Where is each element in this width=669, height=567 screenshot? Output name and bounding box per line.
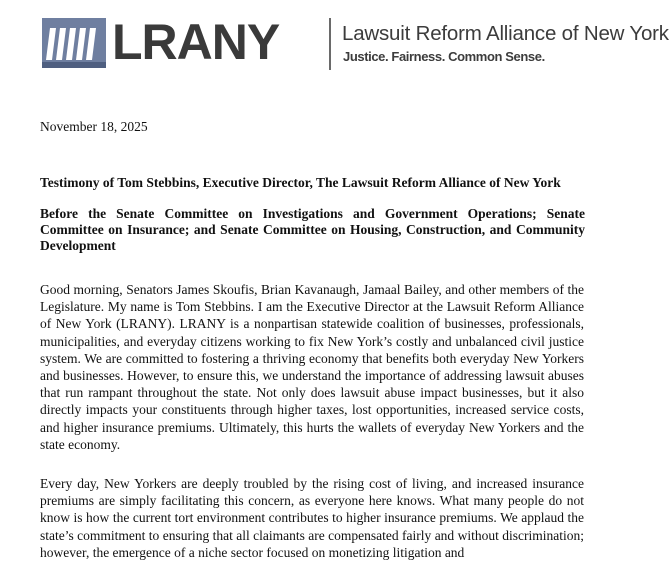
testimony-heading: Testimony of Tom Stebbins, Executive Director, The Lawsuit Reform Alliance of New York xyxy=(40,175,561,190)
logo-acronym: LRANY xyxy=(112,14,280,70)
organization-tagline: Justice. Fairness. Common Sense. xyxy=(343,49,545,64)
committee-heading: Before the Senate Committee on Investigations and Government Operations; Senate Committee on Insurance; and Senate Committee on Housing, Construction, and Community Development xyxy=(40,206,585,253)
organization-name: Lawsuit Reform Alliance of New York xyxy=(342,22,669,45)
columns-building-icon xyxy=(42,18,106,68)
logo-divider xyxy=(329,18,331,70)
body-paragraph-1: Good morning, Senators James Skoufis, Brian Kavanaugh, Jamaal Bailey, and other members of the Legislature. My name is Tom Stebbins. I am the Executive Director at the Lawsuit Reform Alliance of New York (LRANY). LRANY is a nonpartisan statewide coalition of businesses, professionals, municipalities, and everyday citizens working to fix New York’s costly and unbalanced civil justice system. We are committed to fostering a thriving economy that benefits both everyday New Yorkers and businesses. However, to ensure this, we understand the importance of addressing lawsuit abuses that run rampant throughout the state. Not only does lawsuit abuse impact businesses, but it also directly impacts your constituents through higher taxes, lost opportunities, increased service costs, and higher insurance premiums. Ultimately, this hurts the wallets of everyday New Yorkers and the state economy. xyxy=(40,282,584,452)
body-paragraph-2: Every day, New Yorkers are deeply troubled by the rising cost of living, and increased insurance premiums are simply facilitating this concern, as everyone here knows. What many people do not know is how the current tort environment contributes to higher insurance premiums. We applaud the state’s commitment to ensuring that all claimants are compensated fairly and without discrimination; however, the emergence of a niche sector focused on monetizing litigation and xyxy=(40,476,584,560)
document-date: November 18, 2025 xyxy=(40,119,148,134)
letterhead xyxy=(42,12,669,72)
